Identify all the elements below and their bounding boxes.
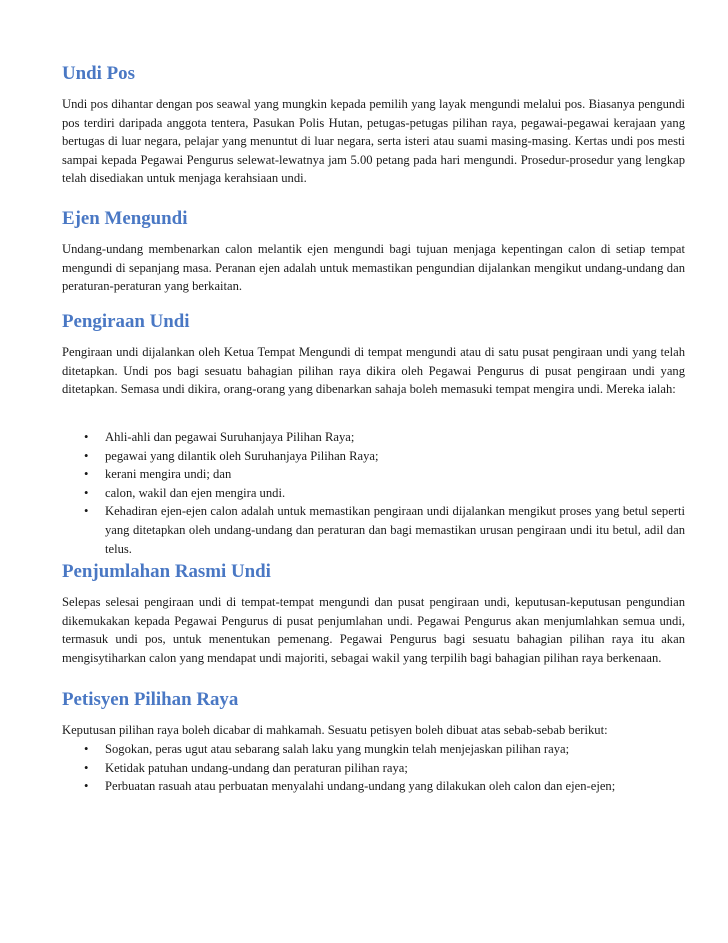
- list-item: • Ahli-ahli dan pegawai Suruhanjaya Pilihan Raya;: [62, 428, 685, 447]
- list-item: • calon, wakil dan ejen mengira undi.: [62, 484, 685, 503]
- section-heading-petisyen-pilihan-raya: Petisyen Pilihan Raya: [62, 689, 239, 710]
- list-item: • Perbuatan rasuah atau perbuatan menyalahi undang-undang yang dilakukan oleh calon dan ejen-ejen;: [62, 777, 685, 796]
- section-heading-pengiraan-undi: Pengiraan Undi: [62, 311, 190, 332]
- bullet-icon: •: [84, 779, 89, 794]
- bullet-icon: •: [84, 448, 89, 463]
- bullet-list-pengiraan-undi: [62, 428, 685, 558]
- list-item: • kerani mengira undi; dan: [62, 465, 685, 484]
- section-heading-undi-pos: Undi Pos: [62, 63, 135, 84]
- bullet-icon: •: [84, 760, 89, 775]
- list-item: • pegawai yang dilantik oleh Suruhanjaya Pilihan Raya;: [62, 447, 685, 466]
- section-paragraph-penjumlahan-rasmi-undi: Selepas selesai pengiraan undi di tempat-tempat mengundi dan pusat pengiraan undi, keputusan-keputusan pengundian dikemukakan kepada Pegawai Pengurus di pusat penjumlahan undi. Pegawai Pengurus akan menjumlahkan semua undi, termasuk undi pos, untuk menentukan pemenang. Pegawai Pengurus bagi sesuatu bahagian pilihan raya itu akan mengisytiharkan calon yang mendapat undi majoriti, sebagai wakil yang terpilih bagi bahagian pilihan raya berkenaan.: [62, 595, 685, 665]
- bullet-icon: •: [84, 485, 89, 500]
- bullet-icon: •: [84, 467, 89, 482]
- bullet-icon: •: [84, 504, 89, 519]
- bullet-icon: •: [84, 742, 89, 756]
- section-paragraph-petisyen-pilihan-raya: Keputusan pilihan raya boleh dicabar di mahkamah. Sesuatu petisyen boleh dibuat atas sebab-sebab berikut:: [62, 723, 608, 737]
- section-heading-penjumlahan-rasmi-undi: Penjumlahan Rasmi Undi: [62, 561, 271, 582]
- section-paragraph-pengiraan-undi: Pengiraan undi dijalankan oleh Ketua Tempat Mengundi di tempat mengundi atau di satu pusat pengiraan undi yang telah ditetapkan. Undi pos bagi sesuatu bahagian pilihan raya dikira oleh Pegawai Pengurus di pusat pengiraan undi yang ditetapkan. Semasa undi dikira, orang-orang yang dibenarkan sahaja boleh memasuki tempat mengira undi. Mereka ialah:: [62, 345, 685, 397]
- list-item: • Sogokan, peras ugut atau sebarang salah laku yang mungkin telah menjejaskan pilihan raya;: [62, 740, 685, 759]
- bullet-list-petisyen: [62, 740, 685, 796]
- list-item: • Ketidak patuhan undang-undang dan peraturan pilihan raya;: [62, 759, 685, 778]
- section-heading-ejen-mengundi: Ejen Mengundi: [62, 208, 188, 229]
- list-item: • Kehadiran ejen-ejen calon adalah untuk memastikan pengiraan undi dijalankan mengikut proses yang betul seperti yang ditetapkan oleh undang-undang dan peraturan dan bagi memastikan urusan pengiraan undi itu betul, adil dan telus.: [84, 504, 685, 556]
- section-paragraph-undi-pos: Undi pos dihantar dengan pos seawal yang mungkin kepada pemilih yang layak mengundi melalui pos. Biasanya pengundi pos terdiri daripada anggota tentera, Pasukan Polis Hutan, petugas-petugas pilihan raya, pegawai-pegawai kerajaan yang bertugas di luar negara, pelajar yang menuntut di luar negara, serta isteri atau suami masing-masing. Kertas undi pos mesti sampai kepada Pegawai Pengurus selewat-lewatnya jam 5.00 petang pada hari mengundi. Prosedur-prosedur yang lengkap telah disediakan untuk menjaga kerahsiaan undi.: [62, 97, 685, 186]
- bullet-icon: •: [84, 430, 89, 444]
- section-paragraph-ejen-mengundi: Undang-undang membenarkan calon melantik ejen mengundi bagi tujuan menjaga kepentingan calon di setiap tempat mengundi di sepanjang masa. Peranan ejen adalah untuk memastikan pengundian dijalankan mengikut undang-undang dan peraturan-peraturan yang berkaitan.: [62, 242, 685, 294]
